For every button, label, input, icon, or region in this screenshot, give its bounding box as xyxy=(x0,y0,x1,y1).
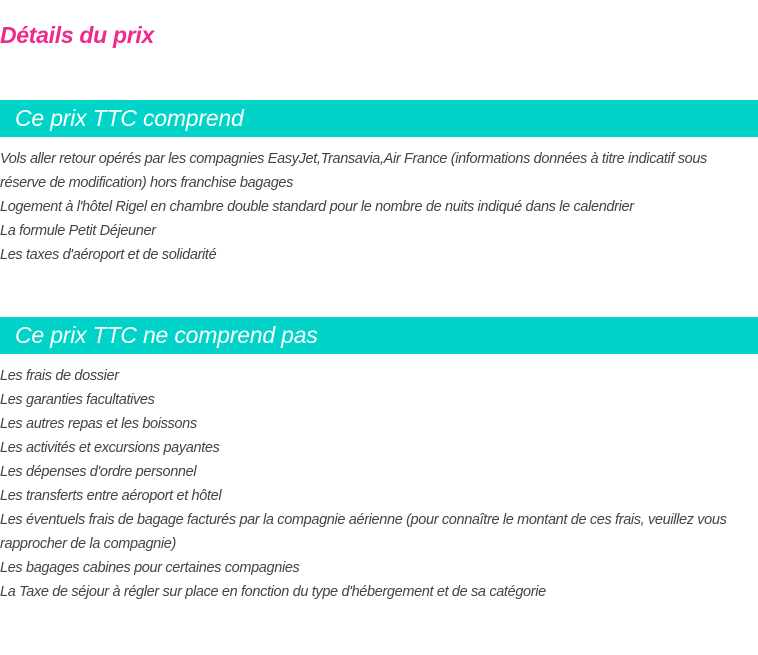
excluded-list xyxy=(0,364,758,604)
excluded-item: Les activités et excursions payantes xyxy=(0,440,220,456)
excluded-item: Les autres repas et les boissons xyxy=(0,416,197,432)
included-list xyxy=(0,147,758,267)
excluded-section-header xyxy=(0,317,758,354)
included-section-title: Ce prix TTC comprend xyxy=(15,105,244,131)
excluded-item: Les éventuels frais de bagage facturés par la compagnie aérienne (pour connaître le montant de ces frais, veuillez vous rapprocher de la compagnie) xyxy=(0,512,727,552)
excluded-section-title: Ce prix TTC ne comprend pas xyxy=(15,322,318,348)
included-item: Vols aller retour opérés par les compagnies EasyJet,Transavia,Air France (informations données à titre indicatif sous réserve de modification) hors franchise bagages xyxy=(0,151,707,191)
excluded-item: La Taxe de séjour à régler sur place en fonction du type d'hébergement et de sa catégorie xyxy=(0,584,546,600)
included-section-header xyxy=(0,100,758,137)
page-title: Détails du prix xyxy=(0,22,154,48)
included-item: Les taxes d'aéroport et de solidarité xyxy=(0,247,217,263)
excluded-item: Les garanties facultatives xyxy=(0,392,155,408)
excluded-item: Les bagages cabines pour certaines compagnies xyxy=(0,560,300,576)
included-item: La formule Petit Déjeuner xyxy=(0,223,156,239)
excluded-item: Les dépenses d'ordre personnel xyxy=(0,464,197,480)
included-item: Logement à l'hôtel Rigel en chambre double standard pour le nombre de nuits indiqué dans le calendrier xyxy=(0,199,634,215)
excluded-item: Les frais de dossier xyxy=(0,368,119,384)
excluded-item: Les transferts entre aéroport et hôtel xyxy=(0,488,222,504)
